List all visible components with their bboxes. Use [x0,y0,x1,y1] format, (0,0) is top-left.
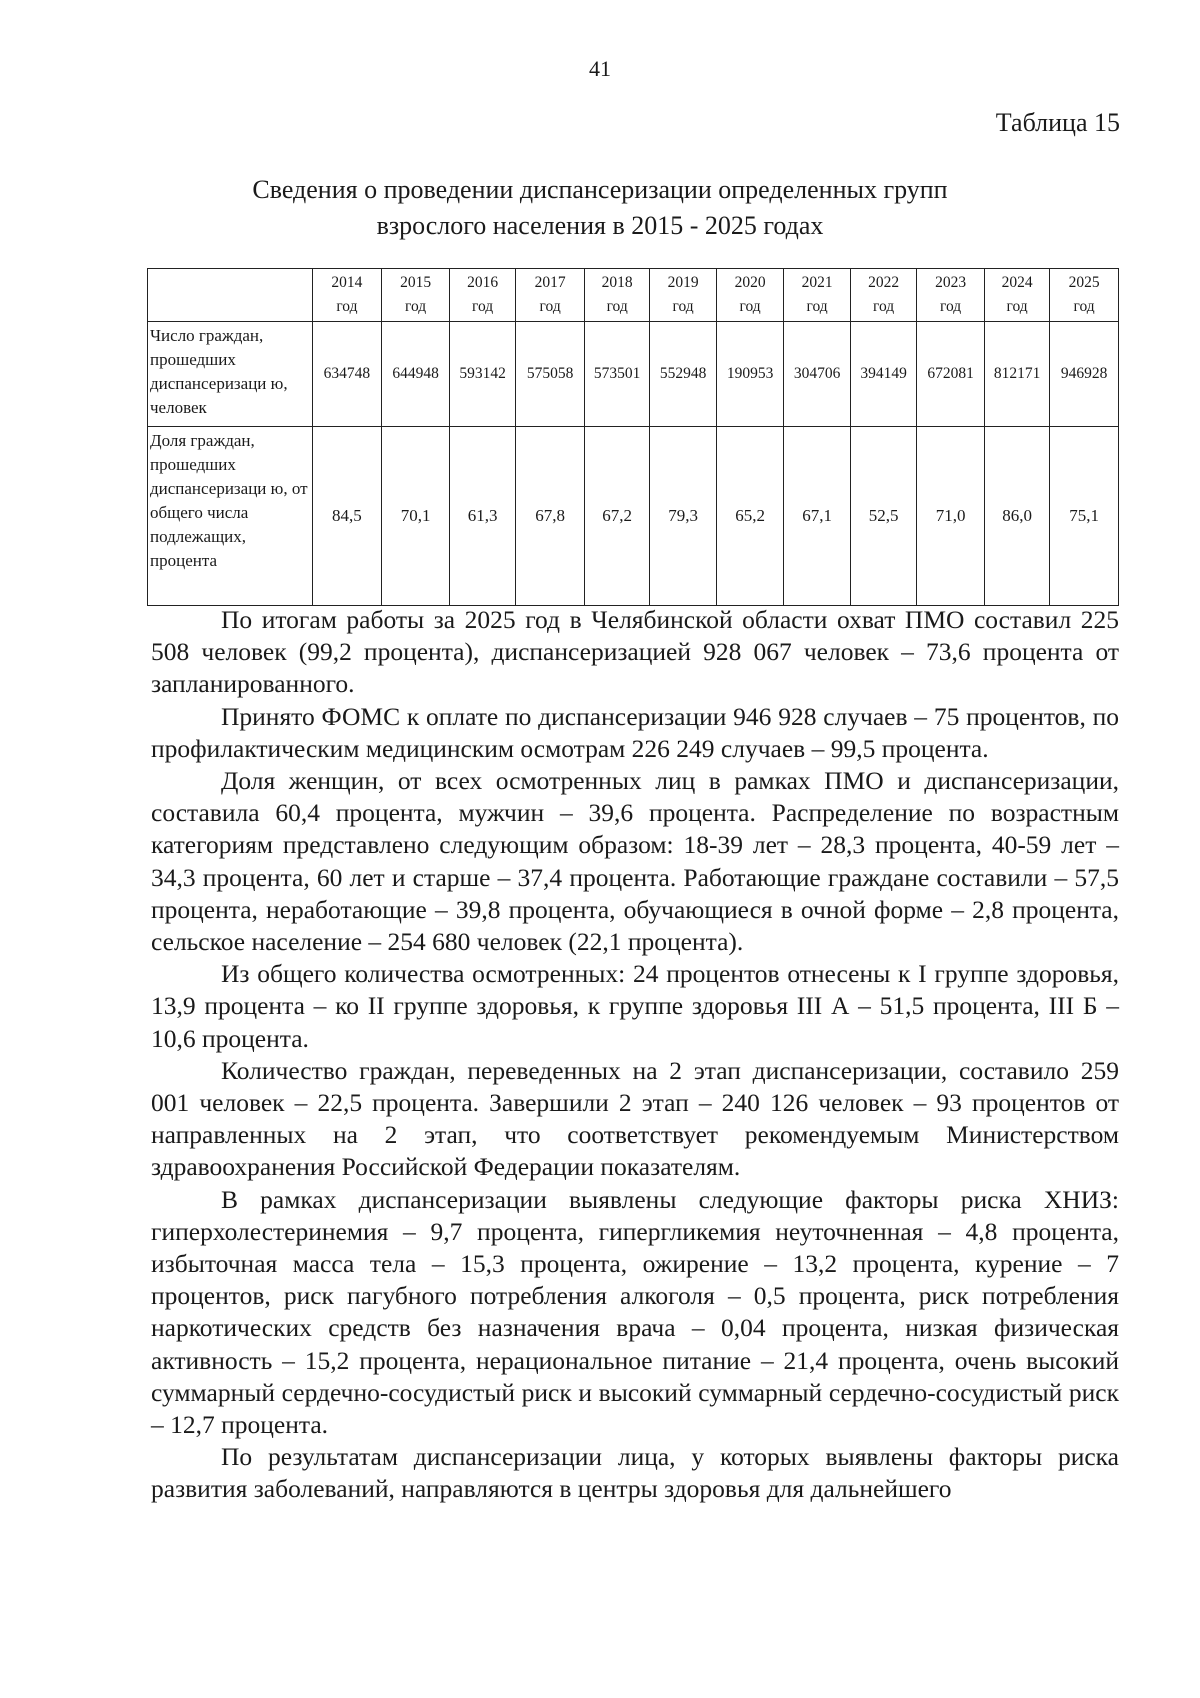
year-value: 2017 [534,274,566,291]
paragraph: Доля женщин, от всех осмотренных лиц в рамках ПМО и диспансеризации, составила 60,4 процента, мужчин – 39,6 процента. Распределение по возрастным категориям представлено следующим образом: 18-39 лет – 28,3 процента, 40-59 лет – 34,3 процента, 60 лет и старше – 37,4 процента. Работающие граждане составили – 57,5 процента, неработающие – 39,8 процента, обучающиеся в очной форме – 2,8 процента, сельское население – 254 680 человек (22,1 процента). [151,766,1119,957]
paragraph: Принято ФОМС к оплате по диспансеризации 946 928 случаев – 75 процентов, по профилактическим медицинским осмотрам 226 249 случаев – 99,5 процента. [151,701,1119,763]
year-unit: год [806,298,828,315]
table-cell: 672081 [917,322,985,427]
table-cell: 79,3 [650,427,716,606]
year-value: 2014 [331,274,363,291]
year-value: 2016 [467,274,499,291]
year-unit: год [872,298,895,315]
year-unit: год [471,298,494,315]
year-value: 2019 [667,274,699,291]
year-unit: год [672,298,694,315]
table-cell: 75,1 [1050,427,1119,606]
table-cell: 86,0 [984,427,1049,606]
paragraph: По результатам диспансеризации лица, у которых выявлены факторы риска развития заболеваний, направляются в центры здоровья для дальнейшего [151,1442,1119,1504]
table-cell: 67,8 [516,427,585,606]
table-cell: 67,1 [784,427,850,606]
year-unit: год [336,298,358,315]
paragraph: Из общего количества осмотренных: 24 процентов отнесены к I группе здоровья, 13,9 процента – ко II группе здоровья, к группе здоровья III А – 51,5 процента, III Б – 10,6 процента. [151,959,1119,1053]
year-unit: год [606,298,628,315]
table-cell: 52,5 [850,427,916,606]
table-title-line: Сведения о проведении диспансеризации определенных групп [252,175,948,204]
year-header [784,269,850,322]
year-header [650,269,716,322]
table-row-share [148,427,1119,606]
row-header-share: Доля граждан, прошедших диспансеризаци ю, от общего числа подлежащих, процента [148,427,313,606]
year-unit: год [940,298,962,315]
year-value: 2021 [801,274,833,291]
table-cell: 575058 [516,322,585,427]
table-cell: 84,5 [312,427,382,606]
table-cell: 552948 [650,322,716,427]
year-unit: год [1073,298,1095,315]
year-header [850,269,916,322]
table-cell: 634748 [312,322,382,427]
table-cell: 812171 [984,322,1049,427]
table-cell: 644948 [382,322,450,427]
year-header [584,269,649,322]
table-cell: 67,2 [584,427,649,606]
table-cell: 61,3 [449,427,515,606]
year-value: 2023 [935,274,967,291]
table-title [0,172,1200,244]
year-header [312,269,382,322]
year-value: 2020 [734,274,766,291]
year-unit: год [539,298,561,315]
year-unit: год [739,298,761,315]
year-header [984,269,1049,322]
table-cell: 71,0 [917,427,985,606]
body-text [151,604,1119,1506]
table-corner-cell [148,269,313,322]
year-value: 2018 [601,274,633,291]
page-number: 41 [589,56,611,81]
table-cell: 304706 [784,322,850,427]
year-header [449,269,515,322]
year-value: 2022 [868,274,900,291]
table-cell: 573501 [584,322,649,427]
year-value: 2024 [1001,274,1033,291]
paragraph: Количество граждан, переведенных на 2 этап диспансеризации, составило 259 001 человек – 22,5 процента. Завершили 2 этап – 240 126 человек – 93 процентов от направленных на 2 этап, что соответствует рекомендуемым Министерством здравоохранения Российской Федерации показателям. [151,1055,1119,1182]
year-header [382,269,450,322]
row-header-count: Число граждан, прошедших диспансеризаци ю, человек [148,322,313,427]
year-header [716,269,784,322]
table-cell: 190953 [716,322,784,427]
year-value: 2025 [1068,274,1100,291]
table-cell: 593142 [449,322,515,427]
table-cell: 394149 [850,322,916,427]
year-header [516,269,585,322]
year-header [917,269,985,322]
year-value: 2015 [400,274,432,291]
paragraph: В рамках диспансеризации выявлены следующие факторы риска ХНИЗ: гиперхолестеринемия – 9,7 процента, гипергликемия неуточненная – 4,8 процента, избыточная масса тела – 15,3 процента, ожирение – 13,2 процента, курение – 7 процентов, риск пагубного потребления алкоголя – 0,5 процента, риск потребления наркотических средств без назначения врача – 0,04 процента, низкая физическая активность – 15,2 процента, нерациональное питание – 21,4 процента, очень высокий суммарный сердечно-сосудистый риск и высокий суммарный сердечно-сосудистый риск – 12,7 процента. [151,1184,1119,1440]
table-label: Таблица 15 [995,108,1120,137]
dispensarization-table [147,268,1119,606]
year-unit: год [404,298,427,315]
table-title-line: взрослого населения в 2015 - 2025 годах [376,211,824,240]
paragraph: По итогам работы за 2025 год в Челябинской области охват ПМО составил 225 508 человек (99,2 процента), диспансеризацией 928 067 человек – 73,6 процента от запланированного. [151,605,1119,699]
year-unit: год [1006,298,1028,315]
year-header [1050,269,1119,322]
table-header-row [148,269,1119,322]
table-cell: 946928 [1050,322,1119,427]
table-cell: 65,2 [716,427,784,606]
table-cell: 70,1 [382,427,450,606]
table-row-count [148,322,1119,427]
